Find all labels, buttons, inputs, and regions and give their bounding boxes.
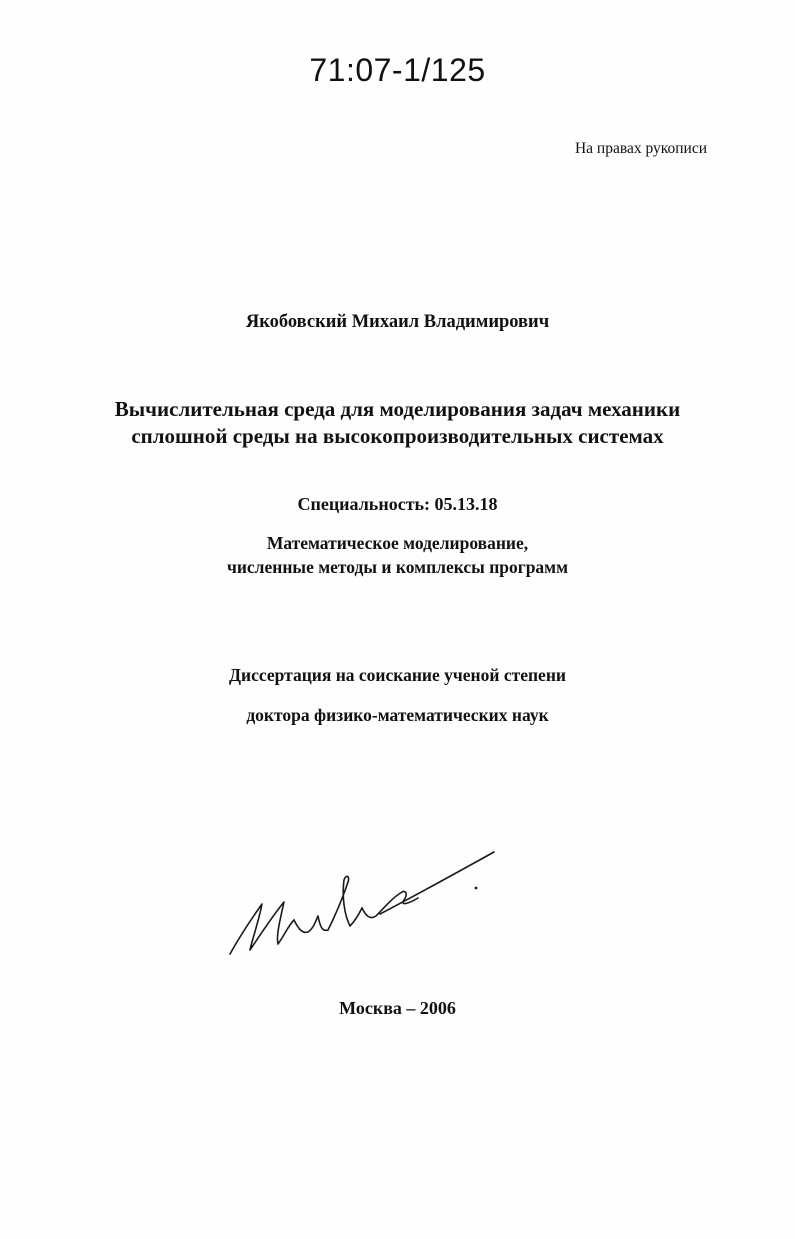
city-year: Москва – 2006 <box>339 998 456 1018</box>
dissertation-title <box>0 396 795 450</box>
specialty-area-line: Математическое моделирование, <box>266 533 529 553</box>
author-name: Якобовский Михаил Владимирович <box>245 312 550 332</box>
specialty-code: Специальность: 05.13.18 <box>297 494 498 514</box>
rights-notice: На правах рукописи <box>574 140 707 157</box>
degree-line-2: доктора физико-математических наук <box>246 705 549 725</box>
degree-line-1: Диссертация на соискание ученой степени <box>229 665 566 685</box>
specialty-area <box>0 531 795 579</box>
catalog-number: 71:07-1/125 <box>309 52 486 88</box>
handwritten-signature-icon <box>222 840 502 960</box>
specialty-area-line: численные методы и комплексы программ <box>226 557 569 577</box>
title-line: сплошной среды на высокопроизводительных системах <box>131 424 664 448</box>
title-line: Вычислительная среда для моделирования задач механики <box>114 397 681 421</box>
